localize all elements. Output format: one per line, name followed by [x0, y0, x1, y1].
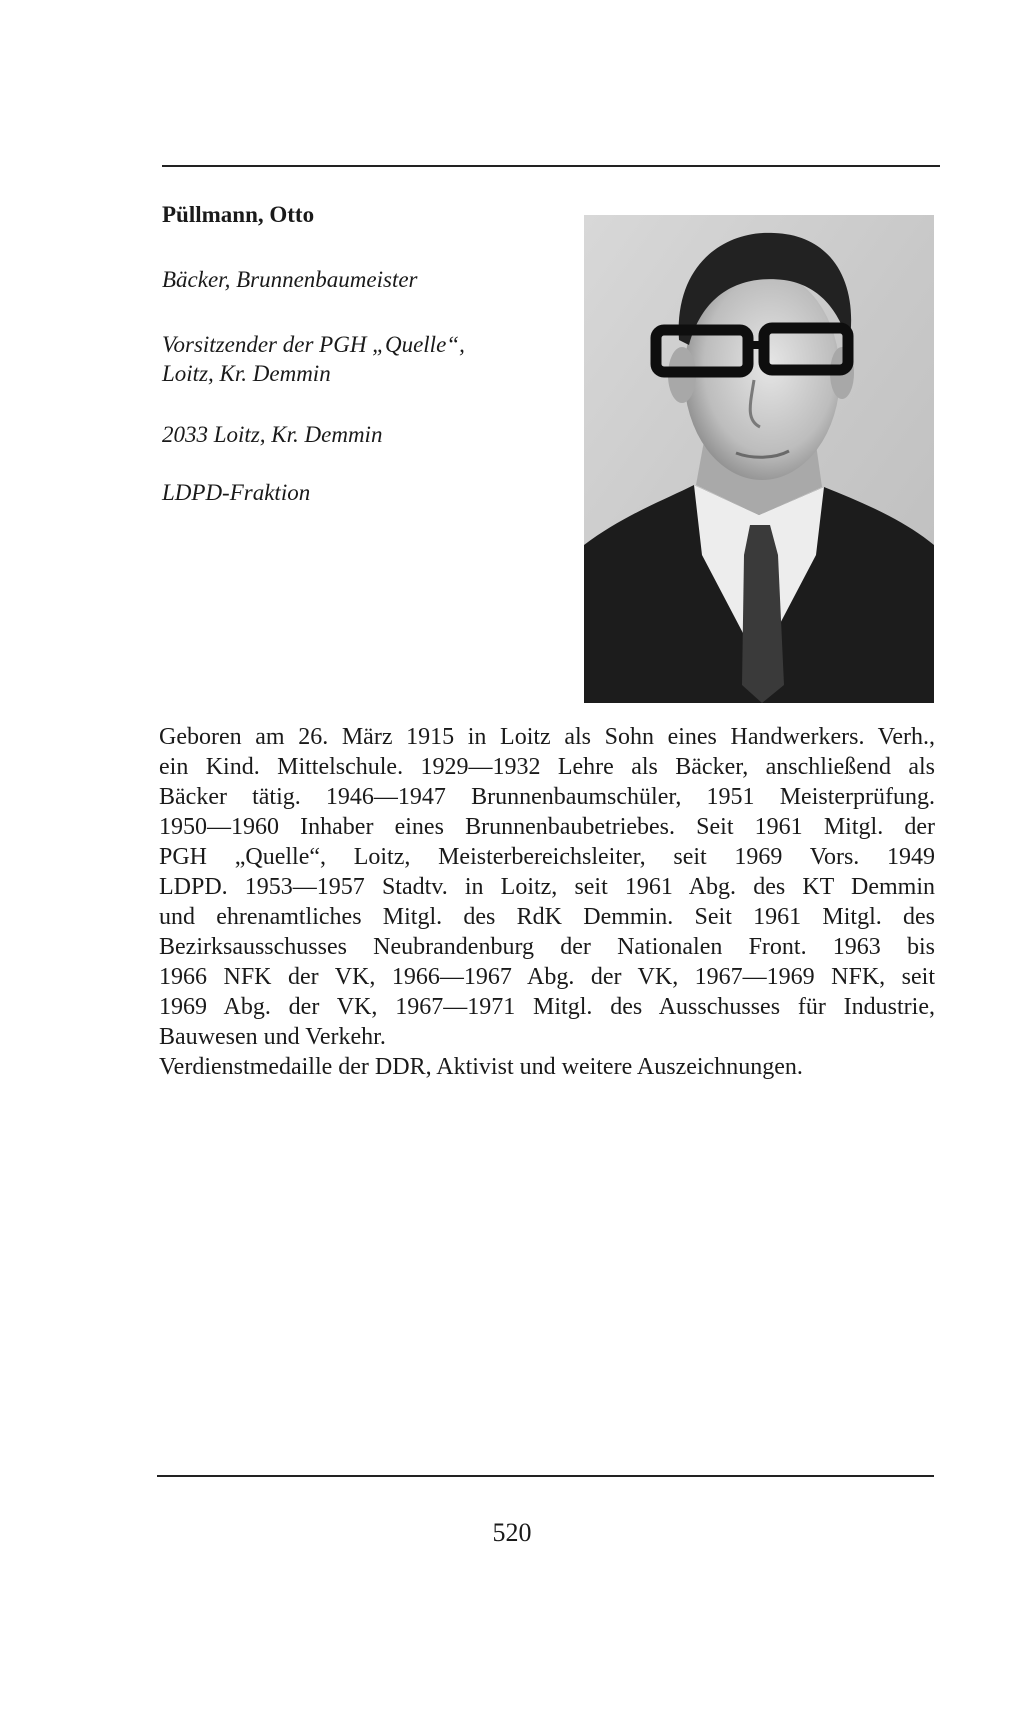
entry-position-line1: Vorsitzender der PGH „Quelle“,: [162, 332, 465, 357]
bio-line: 1950—1960 Inhaber eines Brunnenbaubetriebes. Seit 1961 Mitgl. der: [159, 814, 935, 840]
entry-name: Püllmann, Otto: [162, 202, 315, 227]
biography: [159, 722, 935, 1082]
bio-line: und ehrenamtliches Mitgl. des RdK Demmin. Seit 1961 Mitgl. des: [159, 904, 935, 930]
bio-line: PGH „Quelle“, Loitz, Meisterbereichsleiter, seit 1969 Vors. 1949: [159, 844, 935, 870]
bio-line: 1966 NFK der VK, 1966—1967 Abg. der VK, 1967—1969 NFK, seit: [159, 964, 935, 990]
bio-line: 1969 Abg. der VK, 1967—1971 Mitgl. des Ausschusses für Industrie,: [159, 994, 935, 1020]
page-number: 520: [492, 1518, 532, 1547]
bio-line: Bäcker tätig. 1946—1947 Brunnenbaumschüler, 1951 Meisterprüfung.: [159, 784, 935, 810]
bottom-rule: [157, 1475, 934, 1477]
bio-line: Bauwesen und Verkehr.: [159, 1024, 386, 1050]
entry-position-line2: Loitz, Kr. Demmin: [162, 361, 331, 386]
entry-address: 2033 Loitz, Kr. Demmin: [162, 422, 383, 447]
bio-line: Geboren am 26. März 1915 in Loitz als Sohn eines Handwerkers. Verh.,: [159, 724, 935, 750]
bio-line: ein Kind. Mittelschule. 1929—1932 Lehre als Bäcker, anschließend als: [159, 754, 935, 780]
bio-line: Bezirksausschusses Neubrandenburg der Nationalen Front. 1963 bis: [159, 934, 935, 960]
entry-profession: Bäcker, Brunnenbaumeister: [162, 267, 418, 292]
bio-line: LDPD. 1953—1957 Stadtv. in Loitz, seit 1961 Abg. des KT Demmin: [159, 874, 935, 900]
top-rule: [162, 165, 940, 167]
entry-faction: LDPD-Fraktion: [162, 480, 311, 505]
portrait-photo: [584, 215, 934, 703]
bio-line: Verdienstmedaille der DDR, Aktivist und weitere Auszeichnungen.: [159, 1054, 803, 1080]
